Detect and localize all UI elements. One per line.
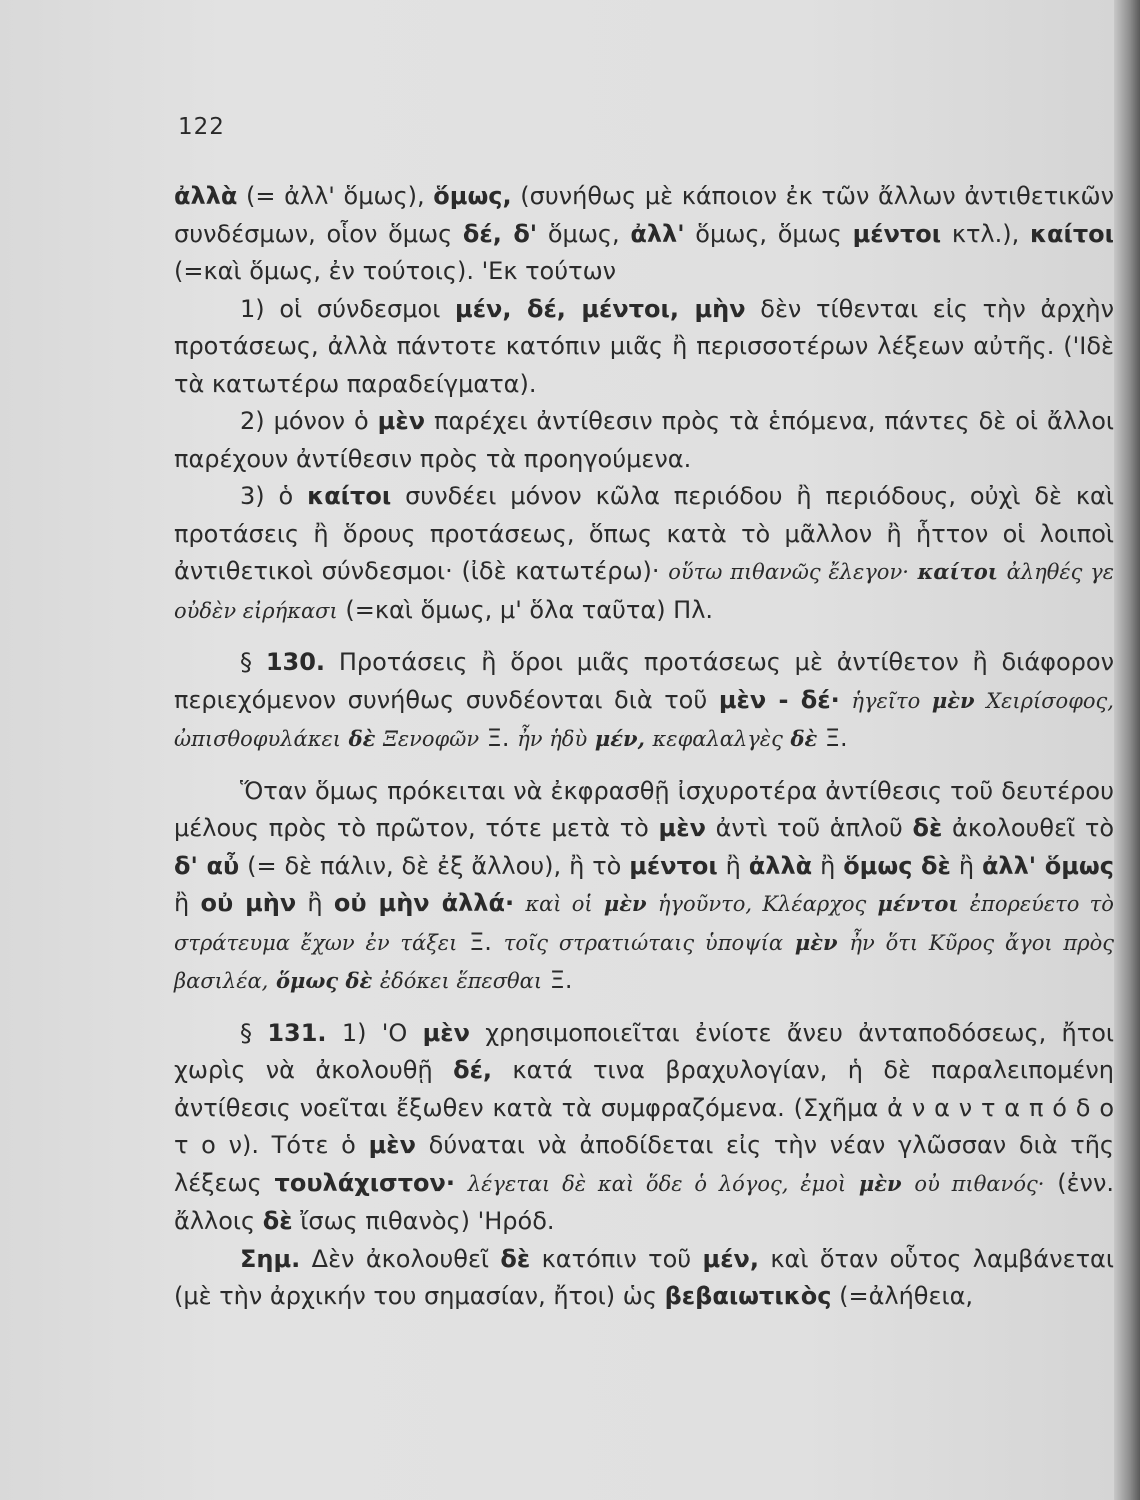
italic-quote: ἀληθές γε οὐδὲν εἰρήκασι — [174, 560, 1114, 623]
text-run: Ξ. — [457, 927, 504, 956]
text-run — [959, 889, 970, 917]
bold-italic-term: δὲ — [348, 726, 376, 751]
page-edge-shadow — [1114, 0, 1140, 1500]
bold-italic-term: μὲν — [858, 1170, 902, 1196]
text-run: (συνήθως μὲ κάποιον ἐκ τῶν ἄλλων ἀντιθετικῶν συνδέσμων, οἷον ὅμως — [174, 182, 1114, 248]
text-run: (= ἀλλ' ὅμως), — [237, 182, 434, 210]
bold-italic-term: μέντοι — [877, 891, 959, 916]
bold-term: οὐ μὴν — [200, 889, 297, 917]
text-run — [587, 724, 595, 752]
text-run: καὶ ὅταν οὗτος λαμβάνεται (μὲ τὴν ἀρχικήν του σημασίαν, ἤτοι) ὡς — [174, 1244, 1114, 1310]
bold-term: ἀλλὰ — [174, 182, 238, 210]
bold-italic-term: μὲν — [603, 891, 647, 916]
text-run: Ὅταν ὅμως πρόκειται νὰ ἐκφρασθῇ ἰσχυροτέρα ἀντίθεσις τοῦ δευτέρου μέλους πρὸς τὸ πρῶτον, τότε μετὰ τὸ — [174, 776, 1114, 842]
bold-term: μὲν — [377, 407, 426, 435]
bold-italic-term: καίτοι — [917, 559, 998, 584]
text-run: ὅμως, ὅμως — [684, 219, 853, 248]
text-run — [341, 724, 349, 752]
text-run — [783, 928, 795, 956]
text-run — [838, 928, 850, 956]
bold-term: δ' αὖ — [174, 851, 240, 880]
paragraph — [174, 403, 1114, 478]
text-run: ἢ — [296, 889, 334, 917]
italic-quote: ἡγεῖτο — [851, 688, 921, 713]
bold-term: μὲν — [422, 1018, 470, 1047]
bold-italic-term: ὅμως δὲ — [275, 968, 373, 993]
bold-term: μέν, — [702, 1244, 760, 1273]
bold-term: 130. — [265, 648, 326, 676]
text-run — [372, 966, 380, 994]
italic-quote: λέγεται δὲ καὶ ὅδε ὁ λόγος, ἐμοὶ — [467, 1171, 847, 1196]
text-run — [455, 1169, 468, 1197]
italic-quote: κεφαλαλγὲς — [652, 727, 783, 751]
text-run: (= δὲ πάλιν, δὲ ἐξ ἄλλου), ἢ τὸ — [239, 851, 630, 880]
bold-term: ἀλλ' ὅμως — [981, 851, 1115, 880]
bold-term: δὲ — [912, 814, 943, 842]
bold-term: δέ, — [453, 1056, 493, 1084]
bold-term: ἀλλ' — [630, 219, 685, 248]
bold-term: δέ, δ' — [462, 219, 538, 248]
bold-italic-term: δὲ — [790, 726, 818, 751]
bold-term: μέντοι — [629, 851, 718, 880]
text-run: κατά τινα βραχυλογίαν, ἡ δὲ παραλειπομένη ἀντίθεσις νοεῖται ἔξωθεν κατὰ τὰ συμφραζόμενα. (Σχῆμα ἀ ν α ν τ α π ό δ ο τ ο ν). Τότε ὁ — [174, 1056, 1114, 1159]
italic-quote: ἐδόκει ἕπεσθαι — [379, 969, 543, 993]
bold-italic-term: μέν, — [594, 726, 645, 751]
bold-term: ὅμως δὲ — [843, 851, 951, 880]
italic-quote: τοῖς στρατιώταις ὑποψία — [503, 930, 784, 955]
text-run: ἀκολουθεῖ τὸ — [942, 814, 1115, 842]
italic-quote: καὶ οἱ — [525, 892, 593, 916]
text-run: παρέχει ἀντίθεσιν πρὸς τὰ ἑπόμενα, πάντες δὲ οἱ ἄλλοι παρέχουν ἀντίθεσιν πρὸς τὰ προηγούμενα. — [174, 407, 1114, 473]
page-number: 122 — [178, 114, 225, 140]
text-run — [975, 686, 987, 714]
bold-term: καίτοι — [1029, 219, 1114, 248]
text-run: § — [240, 1018, 268, 1047]
paragraph — [174, 1241, 1114, 1316]
text-run: (=καὶ ὅμως, μ' ὅλα ταῦτα) Πλ. — [337, 595, 714, 624]
italic-quote: οὕτω πιθανῶς ἔλεγον· — [668, 560, 909, 584]
bold-term: μὲν - δέ· — [718, 685, 840, 714]
bold-italic-term: μὲν — [794, 929, 838, 955]
italic-quote: Χειρίσοφος, ὠπισθοφυλάκει — [174, 688, 1114, 751]
bold-term: οὐ μὴν ἀλλά· — [333, 889, 515, 917]
text-run: συνδέει μόνον κῶλα περιόδου ἢ περιόδους, οὐχὶ δὲ καὶ προτάσεις ἢ ὅρους προτάσεως, ὅπως κατὰ τὸ μᾶλλον ἢ ἧττον οἱ λοιποὶ ἀντιθετικοὶ σύνδεσμοι· (ἰδὲ κατωτέρω)· — [174, 482, 1114, 585]
text-run: ὅμως, — [537, 219, 631, 248]
text-run: Ξ. — [479, 724, 518, 752]
text-run — [846, 1169, 859, 1197]
text-run: ἢ — [174, 889, 201, 917]
bold-term: βεβαιωτικὸς — [664, 1282, 832, 1310]
paragraph — [174, 773, 1114, 1001]
bold-term: Σημ. — [240, 1244, 301, 1273]
italic-quote: ἦν ἡδὺ — [517, 727, 588, 751]
bold-term: ὅμως, — [433, 182, 512, 210]
italic-quote: ἐπορεύετο τὸ στράτευμα ἔχων ἐν τάξει — [174, 892, 1114, 955]
bold-term: τουλάχιστον· — [274, 1168, 456, 1197]
text-run — [902, 1169, 915, 1197]
text-run: § — [240, 648, 266, 676]
text-run: (=ἀλήθεια, — [831, 1282, 974, 1310]
text-run — [645, 724, 653, 752]
text-run: Προτάσεις ἢ ὅροι μιᾶς προτάσεως μὲ ἀντίθετον ἢ διάφορον περιεχόμενον συνήθως συνδέονται διὰ τοῦ — [174, 648, 1114, 714]
text-run: δύναται νὰ ἀποδίδεται εἰς τὴν νέαν γλῶσσαν διὰ τῆς λέξεως — [174, 1131, 1115, 1197]
bold-term: μέντοι — [852, 219, 942, 248]
text-run: 1) οἱ σύνδεσμοι — [240, 294, 456, 323]
bold-term: καίτοι — [307, 482, 392, 510]
paragraph — [174, 478, 1114, 630]
text-run: 2) μόνον ὁ — [240, 407, 378, 435]
text-run — [514, 889, 525, 917]
text-run: ἢ — [950, 851, 982, 880]
bold-term: μὲν — [368, 1131, 416, 1159]
paragraph — [174, 644, 1114, 759]
italic-quote: οὐ πιθανός· — [914, 1171, 1045, 1196]
italic-quote: Ξενοφῶν — [383, 727, 480, 751]
italic-quote: ἡγοῦντο, Κλέαρχος — [657, 892, 867, 916]
text-run: ἴσως πιθανὸς) 'Ηρόδ. — [292, 1207, 555, 1235]
text-run — [909, 557, 918, 585]
italic-quote: ἦν ὅτι Κῦρος ἄγοι πρὸς βασιλέα, — [174, 930, 1114, 993]
text-run — [866, 889, 877, 917]
bold-term: δὲ — [262, 1207, 293, 1235]
text-run: 1) 'Ο — [326, 1018, 423, 1047]
bold-term: μὲν — [658, 814, 706, 842]
bold-term: δὲ — [500, 1244, 531, 1273]
text-run — [647, 889, 658, 917]
text-run: κατόπιν τοῦ — [530, 1244, 703, 1273]
text-run — [593, 889, 604, 917]
text-run: 3) ὁ — [240, 482, 308, 510]
bold-term: ἀλλὰ — [748, 851, 813, 880]
text-run — [920, 686, 932, 714]
text-run — [840, 686, 852, 714]
page-body-text — [174, 178, 1114, 1316]
text-run: ἢ — [812, 851, 844, 880]
text-run: Ξ. — [817, 724, 848, 752]
text-run: Ξ. — [542, 966, 573, 994]
bold-italic-term: μὲν — [931, 687, 975, 713]
text-run: Δὲν ἀκολουθεῖ — [300, 1244, 501, 1273]
text-run: δὲν τίθενται εἰς τὴν ἀρχὴν προτάσεως, ἀλλὰ πάντοτε κατόπιν μιᾶς ἢ περισσοτέρων λέξεων αὐτῆς. ('Ιδὲ τὰ κατωτέρω παραδείγματα). — [174, 294, 1114, 398]
text-run: κτλ.), — [941, 219, 1030, 248]
text-run: ἢ — [717, 851, 749, 880]
text-run: χρησιμοποιεῖται ἐνίοτε ἄνευ ἀνταποδόσεως, ἤτοι χωρὶς νὰ ἀκολουθῇ — [174, 1018, 1114, 1084]
text-run: (ἐνν. ἄλλοις — [174, 1168, 1114, 1235]
text-run — [998, 557, 1007, 585]
paragraph — [174, 178, 1114, 291]
text-run: ἀντὶ τοῦ ἁπλοῦ — [705, 814, 913, 842]
bold-term: 131. — [267, 1018, 327, 1047]
paragraph — [174, 291, 1114, 404]
bold-term: μέν, δέ, μέντοι, μὴν — [455, 294, 746, 323]
text-run: (=καὶ ὅμως, ἐν τούτοις). 'Εκ τούτων — [174, 257, 617, 285]
text-run — [268, 966, 276, 994]
paragraph — [174, 1015, 1114, 1241]
text-run — [375, 724, 383, 752]
